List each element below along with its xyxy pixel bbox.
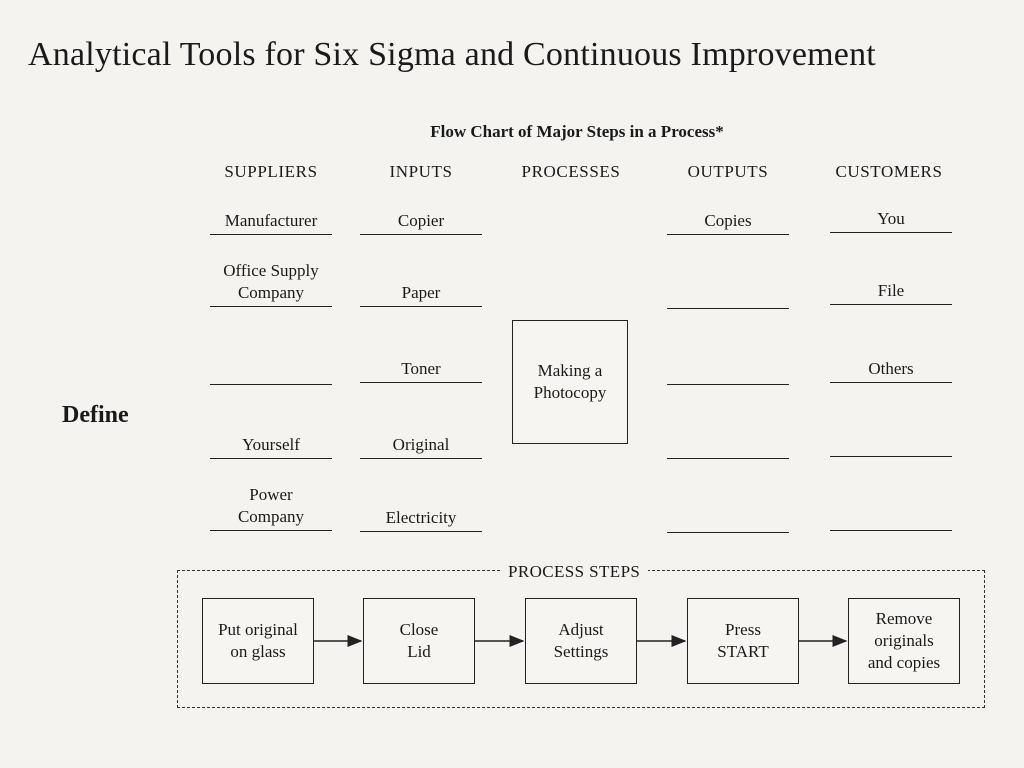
- output-entry: Copies: [667, 210, 789, 235]
- process-steps-label: PROCESS STEPS: [500, 562, 648, 582]
- step-box: Close Lid: [363, 598, 475, 684]
- define-label: Define: [62, 402, 129, 428]
- supplier-entry: Office Supply Company: [210, 260, 332, 307]
- chart-title: Flow Chart of Major Steps in a Process*: [430, 122, 724, 141]
- input-entry: Copier: [360, 210, 482, 235]
- supplier-entry: Yourself: [210, 434, 332, 459]
- processes-header: PROCESSES: [521, 162, 621, 181]
- customer-entry: Others: [830, 358, 952, 383]
- inputs-header: INPUTS: [389, 162, 453, 181]
- process-box: Making a Photocopy: [512, 320, 628, 444]
- step-box: Put original on glass: [202, 598, 314, 684]
- customers-header: CUSTOMERS: [835, 162, 943, 181]
- customer-entry: You: [830, 208, 952, 233]
- suppliers-header: SUPPLIERS: [224, 162, 318, 181]
- step-box: Remove originals and copies: [848, 598, 960, 684]
- input-entry: Electricity: [360, 507, 482, 532]
- slide-title: Analytical Tools for Six Sigma and Continuous Improvement: [28, 36, 876, 73]
- step-box: Adjust Settings: [525, 598, 637, 684]
- supplier-entry: Power Company: [210, 484, 332, 531]
- customer-entry: File: [830, 280, 952, 305]
- input-entry: Paper: [360, 282, 482, 307]
- input-entry: Toner: [360, 358, 482, 383]
- supplier-entry: Manufacturer: [210, 210, 332, 235]
- step-box: Press START: [687, 598, 799, 684]
- outputs-header: OUTPUTS: [687, 162, 769, 181]
- input-entry: Original: [360, 434, 482, 459]
